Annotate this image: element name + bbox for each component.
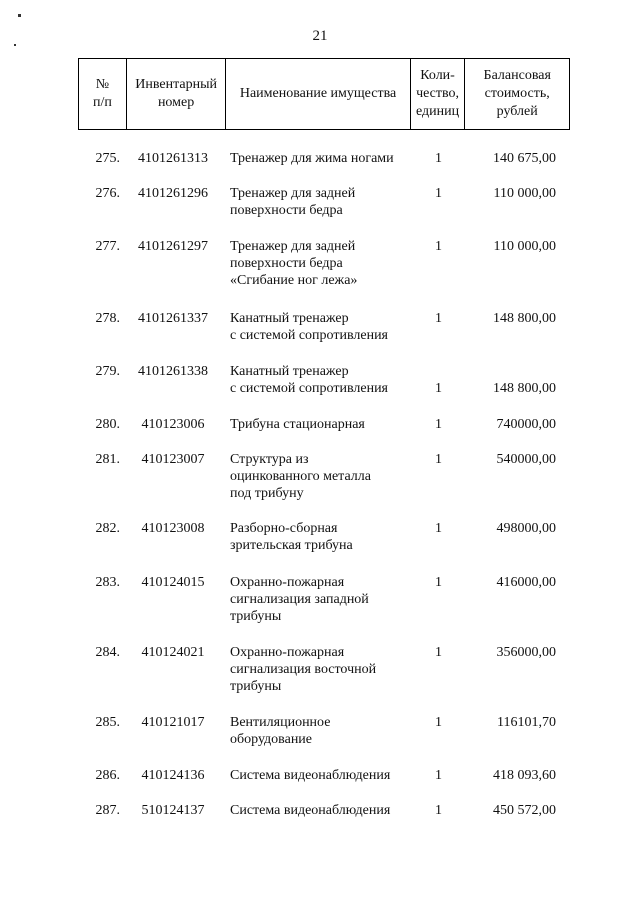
table-row (78, 238, 570, 289)
row-inventory: 410124021 (141, 645, 205, 660)
row-inventory: 4101261297 (138, 239, 208, 254)
row-qty: 1 (435, 417, 442, 432)
row-inventory: 410123007 (141, 452, 205, 467)
row-name: Тренажер для задней поверхности бедра (230, 186, 356, 218)
scan-speck (18, 14, 21, 17)
row-inventory: 510124137 (141, 803, 205, 818)
table-row (78, 574, 570, 625)
row-num: 286. (95, 768, 120, 783)
row-num: 284. (95, 645, 120, 660)
header-value: Балансовая стоимость, рублей (483, 68, 551, 119)
row-value: 116101,70 (497, 715, 556, 730)
table-row (78, 363, 570, 397)
row-name: Канатный тренажер с системой сопротивления (230, 311, 388, 343)
row-qty: 1 (435, 186, 442, 201)
row-qty: 1 (435, 575, 442, 590)
row-value: 498000,00 (496, 521, 556, 536)
row-num: 279. (95, 364, 120, 379)
row-value: 110 000,00 (493, 239, 556, 254)
row-value: 540000,00 (496, 452, 556, 467)
row-name: Система видеонаблюдения (230, 803, 391, 818)
header-num: № п/п (79, 59, 127, 129)
table-row (78, 451, 570, 502)
row-qty: 1 (435, 715, 442, 730)
row-value: 450 572,00 (493, 803, 556, 818)
row-num: 282. (95, 521, 120, 536)
row-inventory: 4101261338 (138, 364, 208, 379)
row-num: 278. (95, 311, 120, 326)
row-name: Структура из оцинкованного металла под трибуну (230, 452, 371, 501)
row-name: Трибуна стационарная (230, 417, 365, 432)
row-qty: 1 (435, 768, 442, 783)
row-qty: 1 (435, 311, 442, 326)
row-inventory: 410123006 (141, 417, 205, 432)
table-row (78, 802, 570, 819)
header-inventory: Инвентарный номер (127, 59, 227, 129)
row-name: Разборно-сборная зрительская трибуна (230, 521, 353, 553)
row-inventory: 4101261337 (138, 311, 208, 326)
row-name: Тренажер для задней поверхности бедра «Сгибание ног лежа» (230, 239, 358, 288)
row-inventory: 4101261313 (138, 151, 208, 166)
row-qty: 1 (435, 381, 442, 396)
row-qty: 1 (435, 521, 442, 536)
row-name: Вентиляционное оборудование (230, 715, 331, 747)
row-value: 356000,00 (496, 645, 556, 660)
table-row (78, 416, 570, 433)
row-value: 418 093,60 (493, 768, 556, 783)
row-num: 287. (95, 803, 120, 818)
row-num: 276. (95, 186, 120, 201)
header-qty: Коли- чество, единиц (411, 59, 466, 129)
row-value: 148 800,00 (493, 381, 556, 396)
table-row (78, 310, 570, 344)
row-num: 277. (95, 239, 120, 254)
row-inventory: 410124136 (141, 768, 205, 783)
row-value: 148 800,00 (493, 311, 556, 326)
row-value: 110 000,00 (493, 186, 556, 201)
row-num: 285. (95, 715, 120, 730)
row-name: Тренажер для жима ногами (230, 151, 394, 166)
row-qty: 1 (435, 151, 442, 166)
row-num: 275. (95, 151, 120, 166)
row-num: 283. (95, 575, 120, 590)
row-value: 140 675,00 (493, 151, 556, 166)
row-name: Система видеонаблюдения (230, 768, 391, 783)
row-inventory: 410121017 (141, 715, 205, 730)
row-name: Охранно-пожарная сигнализация западной трибуны (230, 575, 369, 624)
row-inventory: 410124015 (141, 575, 205, 590)
row-qty: 1 (435, 645, 442, 660)
row-value: 416000,00 (496, 575, 556, 590)
table-row (78, 644, 570, 695)
header-name: Наименование имущества (226, 59, 410, 129)
table-header (78, 58, 570, 130)
row-inventory: 4101261296 (138, 186, 208, 201)
table-row (78, 520, 570, 554)
table-row (78, 714, 570, 748)
row-num: 280. (95, 417, 120, 432)
table-row (78, 185, 570, 219)
row-name: Охранно-пожарная сигнализация восточной трибуны (230, 645, 377, 694)
row-name: Канатный тренажер с системой сопротивления (230, 364, 388, 396)
row-inventory: 410123008 (141, 521, 205, 536)
row-qty: 1 (435, 452, 442, 467)
table-row (78, 767, 570, 784)
row-qty: 1 (435, 803, 442, 818)
page-number: 21 (312, 28, 328, 44)
row-qty: 1 (435, 239, 442, 254)
row-num: 281. (95, 452, 120, 467)
row-value: 740000,00 (496, 417, 556, 432)
table-row (78, 150, 570, 167)
